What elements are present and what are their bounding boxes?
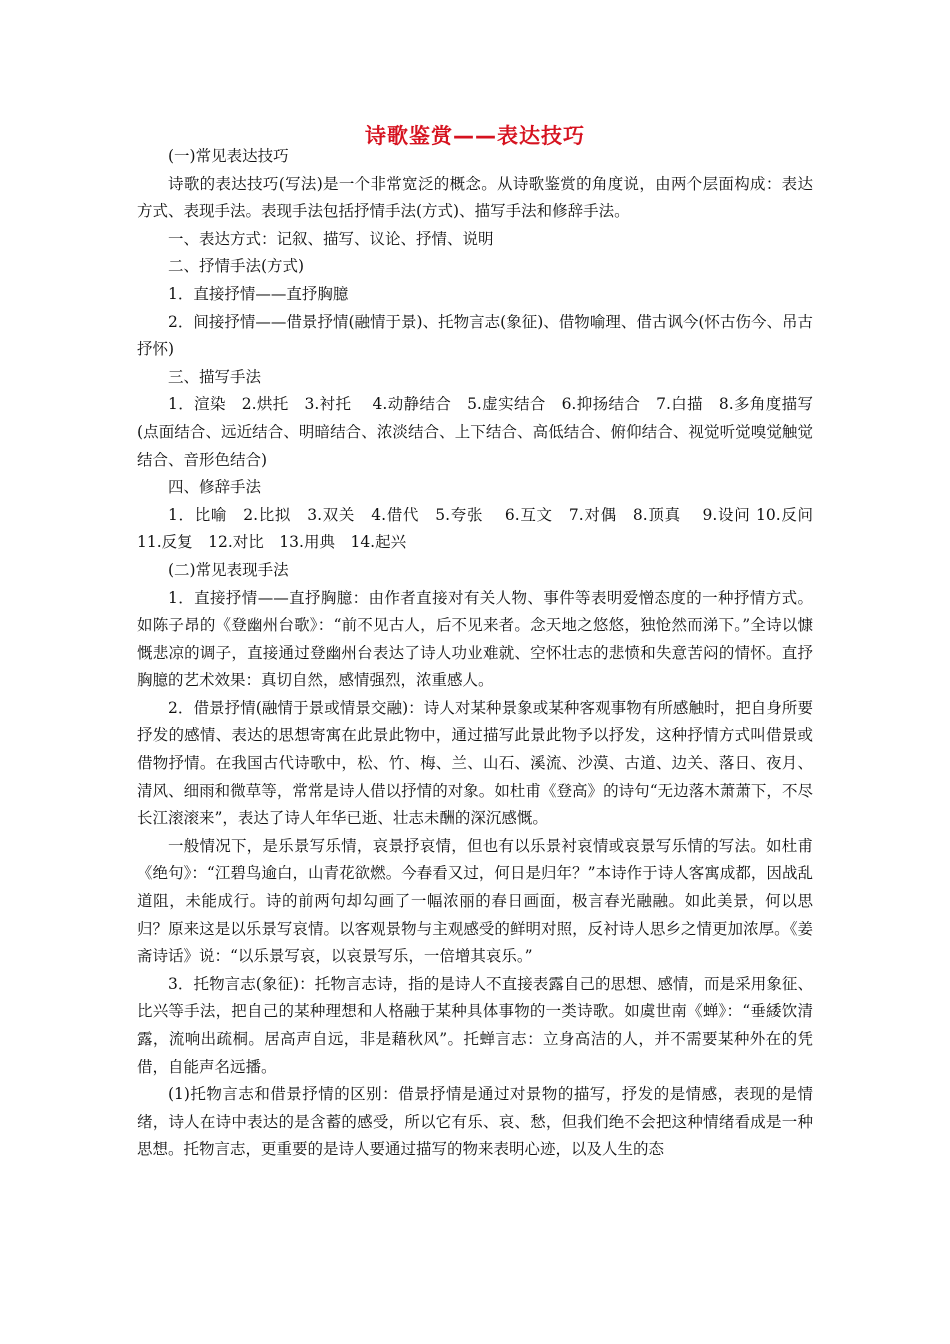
paragraph: (1)托物言志和借景抒情的区别：借景抒情是通过对景物的描写，抒发的是情感，表现的是情绪，诗人在诗中表达的是含蓄的感受，所以它有乐、哀、愁，但我们绝不会把这种情绪看成是一种思想。托物言志，更重要的是诗人要通过描写的物来表明心迹，以及人生的态	[137, 1085, 813, 1159]
list-item: 三、描写手法	[168, 367, 262, 386]
paragraph: 1．直接抒情——直抒胸臆：由作者直接对有关人物、事件等表明爱憎态度的一种抒情方式。如陈子昂的《登幽州台歌》：“前不见古人，后不见来者。念天地之悠悠，独怆然而涕下。”全诗以慷慨悲凉的调子，直接通过登幽州台表达了诗人功业难就、空怀壮志的悲愤和失意苦闷的情怀。直抒胸臆的艺术效果：真切自然，感情强烈，浓重感人。	[137, 588, 813, 690]
paragraph: 2．借景抒情(融情于景或情景交融)：诗人对某种景象或某种客观事物有所感触时，把自身所要抒发的感情、表达的思想寄寓在此景此物中，通过描写此景此物予以抒发，这种抒情方式叫借景或借物抒情。在我国古代诗歌中，松、竹、梅、兰、山石、溪流、沙漠、古道、边关、落日、夜月、清风、细雨和微草等，常常是诗人借以抒情的对象。如杜甫《登高》的诗句“无边落木萧萧下，不尽长江滚滚来”，表达了诗人年华已逝、壮志未酬的深沉感慨。	[137, 698, 813, 828]
list-item: 1．比喻 2.比拟 3.双关 4.借代 5.夸张 6.互文 7.对偶 8.顶真 9.设问 10.反问 11.反复 12.对比 13.用典 14.起兴	[137, 505, 829, 552]
document-title: 诗歌鉴赏——表达技巧	[365, 124, 585, 148]
document-body	[137, 143, 829, 1164]
paragraph: 3．托物言志(象征)：托物言志诗，指的是诗人不直接表露自己的思想、感情，而是采用象征、比兴等手法，把自己的某种理想和人格融于某种具体事物的一类诗歌。如虞世南《蝉》：“垂緌饮清露，流响出疏桐。居高声自远，非是藉秋风”。托蝉言志：立身高洁的人，并不需要某种外在的凭借，自能声名远播。	[137, 974, 813, 1076]
list-item: 1．直接抒情——直抒胸臆	[168, 284, 349, 303]
list-item: 1．渲染 2.烘托 3.衬托 4.动静结合 5.虚实结合 6.抑扬结合 7.白描 8.多角度描写(点面结合、远近结合、明暗结合、浓淡结合、上下结合、高低结合、俯仰结合、视觉听觉嗅觉触觉结合、音形色结合)	[137, 395, 813, 469]
paragraph: 一般情况下，是乐景写乐情，哀景抒哀情，但也有以乐景衬哀情或哀景写乐情的写法。如杜甫《绝句》：“江碧鸟逾白，山青花欲燃。今春看又过，何日是归年？”本诗作于诗人客寓成都，因战乱道阻，未能成行。诗的前两句却勾画了一幅浓丽的春日画面，极言春光融融。如此美景，何以思归？原来这是以乐景写哀情。以客观景物与主观感受的鲜明对照，反衬诗人思乡之情更加浓厚。《姜斋诗话》说：“以乐景写哀，以哀景写乐，一倍增其哀乐。”	[137, 836, 813, 966]
list-item: 2．间接抒情——借景抒情(融情于景)、托物言志(象征)、借物喻理、借古讽今(怀古伤今、吊古抒怀)	[137, 312, 813, 359]
list-item: 二、抒情手法(方式)	[168, 257, 305, 276]
section-heading-2: (二)常见表现手法	[168, 560, 289, 579]
section-heading-1: (一)常见表达技巧	[168, 147, 289, 165]
paragraph: 诗歌的表达技巧(写法)是一个非常宽泛的概念。从诗歌鉴赏的角度说，由两个层面构成：表达方式、表现手法。表现手法包括抒情手法(方式)、描写手法和修辞手法。	[137, 174, 813, 221]
list-item: 一、表达方式：记叙、描写、议论、抒情、说明	[168, 229, 494, 248]
list-item: 四、修辞手法	[168, 478, 262, 497]
